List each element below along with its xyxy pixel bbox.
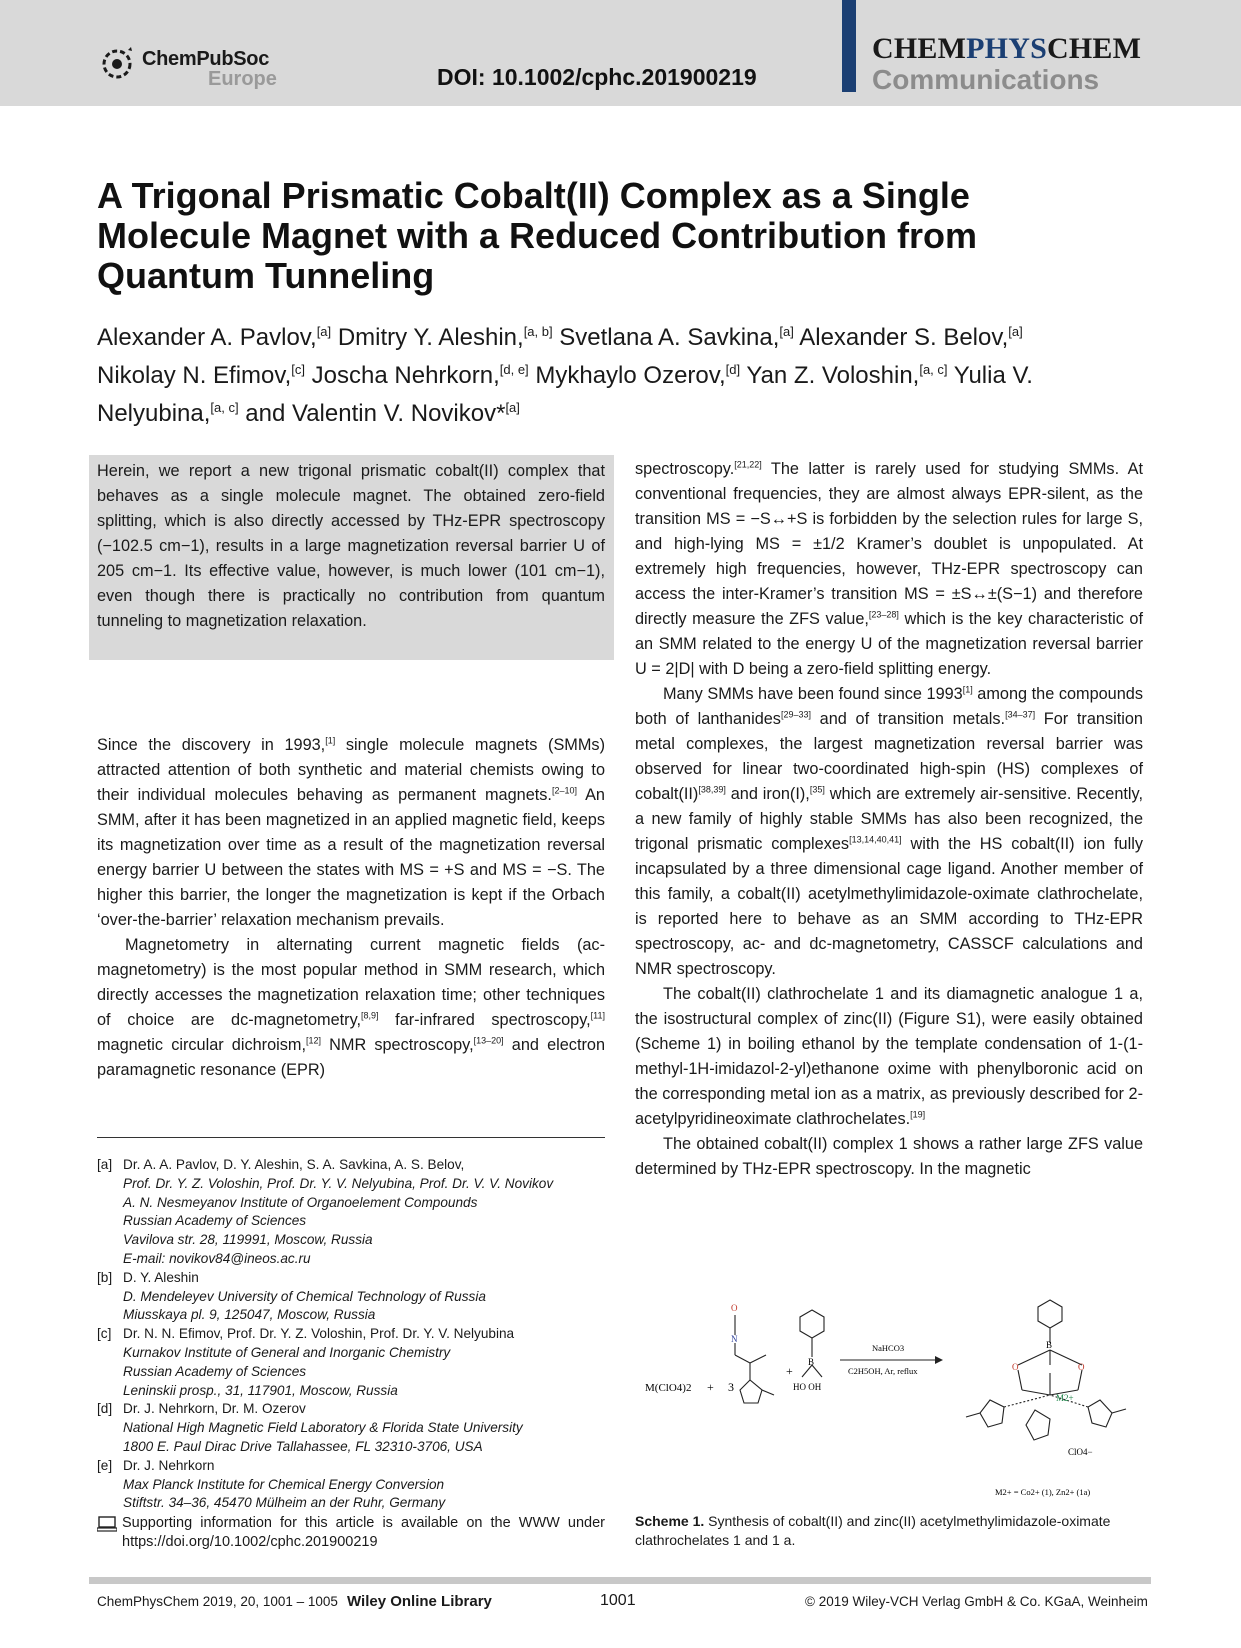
- affiliation-line: Stiftstr. 34–36, 45470 Mülheim an der Ruhr, Germany: [123, 1495, 446, 1511]
- citation[interactable]: [38,39]: [698, 784, 726, 795]
- supporting-info[interactable]: [97, 1514, 605, 1552]
- affiliation-line: Prof. Dr. Y. Z. Voloshin, Prof. Dr. Y. V. Nelyubina, Prof. Dr. V. V. Novikov: [123, 1175, 554, 1191]
- footer-bar: [89, 1577, 1151, 1584]
- publisher-sub: Europe: [208, 68, 277, 90]
- affiliations: [97, 1156, 617, 1513]
- citation[interactable]: [8,9]: [361, 1010, 379, 1021]
- author[interactable]: Alexander S. Belov,[a]: [799, 324, 1023, 351]
- affiliation-tag: [d]: [97, 1401, 113, 1417]
- scheme-coefficient: 3: [728, 1380, 734, 1394]
- author[interactable]: Mykhaylo Ozerov,[d]: [535, 362, 741, 389]
- author-affiliation-mark: [d, e]: [499, 362, 529, 377]
- abstract-box: [89, 455, 614, 660]
- footnote-divider: [97, 1137, 605, 1138]
- arrow-head-icon: [935, 1356, 943, 1364]
- affiliation-entry: [97, 1269, 617, 1325]
- footer-library-link[interactable]: Wiley Online Library: [347, 1593, 492, 1610]
- citation[interactable]: [13–20]: [473, 1035, 504, 1046]
- author-affiliation-mark: [a, b]: [523, 324, 553, 339]
- scheme-atom-o: O: [1078, 1362, 1085, 1372]
- affiliation-line: Max Planck Institute for Chemical Energy Conversion: [123, 1476, 445, 1492]
- author-affiliation-mark: [a, c]: [210, 400, 239, 415]
- author-affiliation-mark: [c]: [291, 362, 305, 377]
- author-affiliation-mark: [a]: [505, 400, 520, 415]
- citation[interactable]: [34–37]: [1005, 709, 1036, 720]
- citation[interactable]: [21,22]: [734, 459, 762, 470]
- journal-section: Communications: [872, 64, 1100, 95]
- scheme-atom-o: O: [1012, 1362, 1019, 1372]
- paragraph: Since the discovery in 1993,[1] single molecule magnets (SMMs) attracted attention of both synthetic and material chemists owing to their individual molecules behaving as permanent magnets.[2–10] An SMM, after it has been magnetized in an applied magnetic field, keeps its magnetization over time as a result of the magnetization reversal energy barrier U between the states with MS = +S and MS = −S. The higher this barrier, the longer the magnetization is kept if the Orbach ‘over-the-barrier’ relaxation mechanism prevails.: [97, 735, 605, 929]
- author[interactable]: Nikolay N. Efimov,[c]: [97, 362, 305, 389]
- author[interactable]: Yulia V. Nelyubina,[a, c]: [97, 362, 1033, 427]
- affiliation-line: D. Y. Aleshin: [123, 1269, 199, 1285]
- oxime-structure: [735, 1315, 774, 1403]
- journal-accent-bar: [842, 0, 856, 92]
- clathrochelate-structure: [966, 1300, 1126, 1440]
- reaction-scheme: [640, 1295, 1145, 1505]
- chempubsoc-logo-icon: [98, 44, 140, 86]
- affiliation-tag: [a]: [97, 1157, 113, 1172]
- body-column-left: [97, 733, 605, 1083]
- affiliation-line: 1800 E. Paul Dirac Drive Tallahassee, FL 32310-3706, USA: [123, 1438, 483, 1454]
- affiliation-line: Dr. J. Nehrkorn: [123, 1457, 215, 1473]
- affiliation-entry: [97, 1457, 617, 1513]
- paragraph: Magnetometry in alternating current magnetic fields (ac-magnetometry) is the most popular method in SMM research, which directly accesses the magnetization relaxation time; other techniques of choice are dc-magnetometry,[8,9] far-infrared spectroscopy,[11] magnetic circular dichroism,[12] NMR spectroscopy,[13–20] and electron paramagnetic resonance (EPR): [97, 936, 605, 1079]
- paragraph: The cobalt(II) clathrochelate 1 and its diamagnetic analogue 1 a, the isostructural complex of zinc(II) (Figure S1), were easily obtained (Scheme 1) in boiling ethanol by the template condensation of 1-(1-methyl-1H-imidazol-2-yl)ethanone oxime with phenylboronic acid on the corresponding metal ion as a matrix, as previously described for 2-acetylpyridineoximate clathrochelates.[19]: [635, 985, 1143, 1128]
- body-column-right: [635, 457, 1143, 1182]
- author[interactable]: Alexander A. Pavlov,[a]: [97, 324, 332, 351]
- scheme-plus: +: [786, 1364, 793, 1378]
- citation[interactable]: [23–28]: [868, 609, 899, 620]
- citation[interactable]: [29–33]: [780, 709, 811, 720]
- author[interactable]: Dmitry Y. Aleshin,[a, b]: [337, 324, 553, 351]
- affiliation-tag: [b]: [97, 1269, 113, 1285]
- author[interactable]: Yan Z. Voloshin,[a, c]: [746, 362, 948, 389]
- affiliation-line: Vavilova str. 28, 119991, Moscow, Russia: [123, 1232, 373, 1248]
- author-affiliation-mark: [a]: [779, 324, 794, 339]
- author[interactable]: Svetlana A. Savkina,[a]: [559, 324, 794, 351]
- author-affiliation-mark: [a]: [1008, 324, 1023, 339]
- author-affiliation-mark: [a, c]: [919, 362, 948, 377]
- paragraph: The obtained cobalt(II) complex 1 shows a rather large ZFS value determined by THz-EPR spectroscopy. In the magnetic: [635, 1135, 1143, 1178]
- citation[interactable]: [2–10]: [551, 785, 577, 796]
- affiliation-line: Russian Academy of Sciences: [123, 1213, 307, 1229]
- scheme-caption: Scheme 1. Synthesis of cobalt(II) and zinc(II) acetylmethylimidazole-oximate clathrochelates 1 and 1 a.: [635, 1513, 1111, 1548]
- scheme-anion: ClO4−: [1068, 1447, 1093, 1457]
- scheme-atom-o: O: [731, 1303, 738, 1313]
- publisher-name: ChemPubSoc: [142, 48, 270, 70]
- author-list: [97, 316, 1097, 430]
- scheme-plus: +: [707, 1380, 714, 1394]
- abstract-text: Herein, we report a new trigonal prismatic cobalt(II) complex that behaves as a single molecule magnet. The obtained zero-field splitting, which is also directly accessed by THz-EPR spectroscopy (−102.5 cm−1), results in a large magnetization reversal barrier U of 205 cm−1. Its effective value, however, is much lower (101 cm−1), even though there is practically no contribution from quantum tunneling to magnetization relaxation.: [97, 462, 605, 630]
- scheme-atom-b: B: [1046, 1340, 1053, 1350]
- scheme-atom-b: B: [808, 1357, 815, 1367]
- affiliation-entry: [97, 1325, 617, 1400]
- affiliation-line: E-mail: novikov84@ineos.ac.ru: [123, 1250, 311, 1266]
- affiliation-line: Leninskii prosp., 31, 117901, Moscow, Russia: [123, 1382, 398, 1398]
- citation[interactable]: [11]: [590, 1010, 605, 1021]
- affiliation-line: D. Mendeleyev University of Chemical Technology of Russia: [123, 1288, 486, 1304]
- doi[interactable]: DOI: 10.1002/cphc.201900219: [437, 64, 757, 90]
- scheme-reagent-top: NaHCO3: [872, 1343, 905, 1353]
- affiliation-line: Miusskaya pl. 9, 125047, Moscow, Russia: [123, 1307, 376, 1323]
- supporting-info-text: Supporting information for this article is available on the WWW under https://doi.org/10.1002/cphc.201900219: [122, 1515, 605, 1550]
- footer-citation: ChemPhysChem 2019, 20, 1001 – 1005: [97, 1594, 338, 1609]
- author-affiliation-mark: [d]: [725, 362, 741, 377]
- citation[interactable]: [19]: [910, 1109, 926, 1120]
- article-title: A Trigonal Prismatic Cobalt(II) Complex as a Single Molecule Magnet with a Reduced Contribution from Quantum Tunneling: [97, 175, 978, 296]
- citation[interactable]: [13,14,40,41]: [849, 834, 902, 845]
- page-header: [0, 0, 1241, 106]
- scheme-metal-ion: M2+: [1056, 1393, 1074, 1403]
- affiliation-line: Dr. N. N. Efimov, Prof. Dr. Y. Z. Voloshin, Prof. Dr. Y. V. Nelyubina: [123, 1326, 515, 1342]
- affiliation-line: Russian Academy of Sciences: [123, 1363, 307, 1379]
- affiliation-line: Kurnakov Institute of General and Inorganic Chemistry: [123, 1344, 451, 1360]
- affiliation-tag: [e]: [97, 1457, 113, 1473]
- scheme-reactant-metal: M(ClO4)2: [645, 1382, 692, 1394]
- scheme-boronic-oh: HO OH: [793, 1382, 822, 1392]
- affiliation-line: Dr. J. Nehrkorn, Dr. M. Ozerov: [123, 1401, 306, 1417]
- computer-icon: [97, 1516, 117, 1532]
- paragraph: Many SMMs have been found since 1993[1] among the compounds both of lanthanides[29–33] and of transition metals.[34–37] For transition metal complexes, the largest magnetization reversal barrier was observed for linear two-coordinated high-spin (HS) complexes of cobalt(II)[38,39] and iron(I),[35] which are extremely air-sensitive. Recently, a new family of highly stable SMMs has also been recognized, the trigonal prismatic complexes[13,14,40,41] with the HS cobalt(II) ion fully incapsulated by a three dimensional cage ligand. Another member of this family, a cobalt(II) acetylmethylimidazole-oximate clathrochelate, is reported here to behave as an SMM according to THz-EPR spectroscopy, ac- and dc-magnetometry, CASSCF calculations and NMR spectroscopy.: [635, 684, 1143, 978]
- citation[interactable]: [12]: [306, 1035, 322, 1046]
- citation[interactable]: [35]: [809, 784, 825, 795]
- affiliation-line: A. N. Nesmeyanov Institute of Organoelement Compounds: [123, 1194, 478, 1210]
- paragraph: spectroscopy.[21,22] The latter is rarely used for studying SMMs. At conventional frequencies, they are almost always EPR-silent, as the transition MS = −S↔+S is forbidden by the selection rules for large S, and high-lying MS = ±1/2 Kramer’s doublet is unpopulated. At extremely high frequencies, however, THz-EPR spectroscopy can access the inter-Kramer’s transition MS = ±S↔±(S−1) and therefore directly measure the ZFS value,[23–28] which is the key characteristic of an SMM related to the energy U of the magnetization reversal barrier U = 2|D| with D being a zero-field splitting energy.: [635, 459, 1144, 678]
- affiliation-entry: [97, 1156, 617, 1269]
- affiliation-line: Dr. A. A. Pavlov, D. Y. Aleshin, S. A. Savkina, A. S. Belov,: [123, 1157, 465, 1172]
- citation[interactable]: [1]: [325, 735, 336, 746]
- affiliation-tag: [c]: [97, 1326, 112, 1342]
- author[interactable]: and Valentin V. Novikov*[a]: [245, 400, 520, 427]
- page-number: 1001: [600, 1592, 636, 1609]
- scheme-legend: M2+ = Co2+ (1), Zn2+ (1a): [995, 1487, 1091, 1497]
- scheme-atom-n: N: [731, 1334, 738, 1344]
- affiliation-entry: [97, 1400, 617, 1456]
- author-affiliation-mark: [a]: [316, 324, 332, 339]
- footer-copyright: © 2019 Wiley-VCH Verlag GmbH & Co. KGaA, Weinheim: [805, 1594, 1148, 1609]
- scheme-reagent-bottom: C2H5OH, Ar, reflux: [848, 1366, 918, 1376]
- citation[interactable]: [1]: [962, 684, 973, 695]
- journal-name: CHEMPHYSCHEM: [872, 32, 1142, 65]
- author[interactable]: Joscha Nehrkorn,[d, e]: [311, 362, 529, 389]
- affiliation-line: National High Magnetic Field Laboratory & Florida State University: [123, 1420, 523, 1436]
